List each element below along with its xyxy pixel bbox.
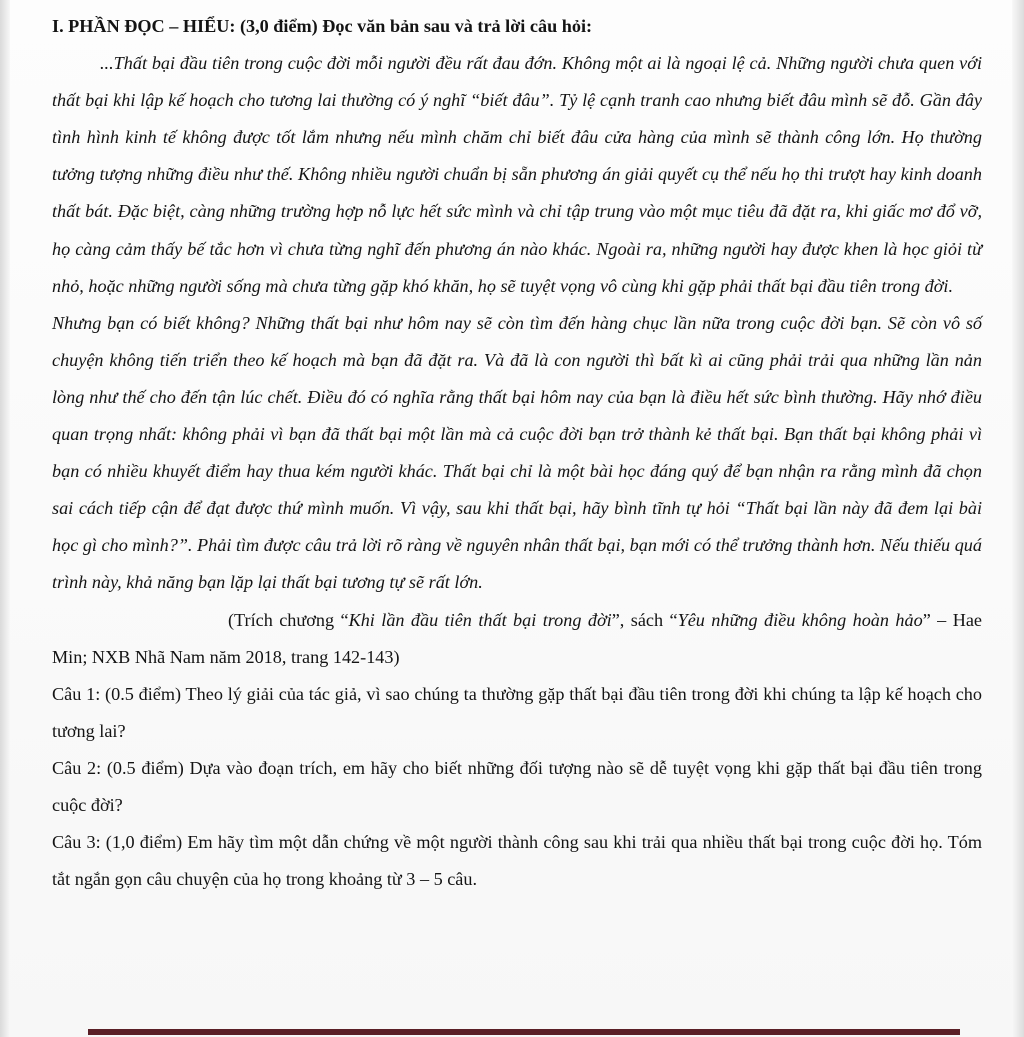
source-citation (52, 602, 982, 676)
passage-paragraph-1: ...Thất bại đầu tiên trong cuộc đời mỗi người đều rất đau đớn. Không một ai là ngoại lệ cả. Những người chưa quen với thất bại khi lập kế hoạch cho tương lai thường có ý nghĩ “biết đâu”. Tỷ lệ cạnh tranh cao nhưng biết đâu mình sẽ đỗ. Gần đây tình hình kinh tế không được tốt lắm nhưng nếu mình chăm chỉ biết đâu cửa hàng của mình sẽ thành công lớn. Họ thường tưởng tượng những điều như thế. Không nhiều người chuẩn bị sẵn phương án giải quyết cụ thể nếu họ thi trượt hay kinh doanh thất bát. Đặc biệt, càng những trường hợp nỗ lực hết sức mình và chỉ tập trung vào một mục tiêu đã đặt ra, khi giấc mơ đổ vỡ, họ càng cảm thấy bế tắc hơn vì chưa từng nghĩ đến phương án nào khác. Ngoài ra, những người hay được khen là học giỏi từ nhỏ, hoặc những người sống mà chưa từng gặp khó khăn, họ sẽ tuyệt vọng vô cùng khi gặp phải thất bại đầu tiên trong đời. (52, 53, 982, 296)
document-content (52, 8, 982, 898)
bottom-divider-rule (88, 1029, 960, 1035)
passage-paragraph-2: Nhưng bạn có biết không? Những thất bại như hôm nay sẽ còn tìm đến hàng chục lần nữa trong cuộc đời bạn. Sẽ còn vô số chuyện không tiến triển theo kế hoạch mà bạn đã đặt ra. Và đã là con người thì bất kì ai cũng phải trải qua những lần nản lòng như thế cho đến tận lúc chết. Điều đó có nghĩa rằng thất bại hôm nay của bạn là điều hết sức bình thường. Hãy nhớ điều quan trọng nhất: không phải vì bạn đã thất bại một lần mà cả cuộc đời bạn trở thành kẻ thất bại. Bạn thất bại không phải vì bạn có nhiều khuyết điểm hay thua kém người khác. Thất bại chỉ là một bài học đáng quý để bạn nhận ra rằng mình đã chọn sai cách tiếp cận để đạt được thứ mình muốn. Vì vậy, sau khi thất bại, hãy bình tĩnh tự hỏi “Thất bại lần này đã đem lại bài học gì cho mình?”. Phải tìm được câu trả lời rõ ràng về nguyên nhân thất bại, bạn mới có thể trưởng thành hơn. Nếu thiếu quá trình này, khả năng bạn lặp lại thất bại tương tự sẽ rất lớn. (52, 312, 982, 593)
question-2: Câu 2: (0.5 điểm) Dựa vào đoạn trích, em hãy cho biết những đối tượng nào sẽ dễ tuyệt vọng khi gặp thất bại đầu tiên trong cuộc đời? (52, 757, 982, 815)
section-heading: I. PHẦN ĐỌC – HIỂU: (3,0 điểm) Đọc văn bản sau và trả lời câu hỏi: (52, 16, 593, 36)
page-left-shadow (0, 0, 10, 1037)
citation-suffix: ” – Hae Min; NXB Nhã Nam năm 2018, trang 142-143) (52, 609, 982, 667)
citation-chapter-title: Khi lần đầu tiên thất bại trong đời (348, 609, 612, 630)
citation-book-title: Yêu những điều không hoàn hảo (677, 609, 923, 630)
question-3: Câu 3: (1,0 điểm) Em hãy tìm một dẫn chứng về một người thành công sau khi trải qua nhiều thất bại trong cuộc đời họ. Tóm tắt ngắn gọn câu chuyện của họ trong khoảng từ 3 – 5 câu. (52, 832, 982, 890)
citation-middle: ”, sách “ (611, 609, 678, 630)
page-right-shadow (1012, 0, 1024, 1037)
question-1: Câu 1: (0.5 điểm) Theo lý giải của tác giả, vì sao chúng ta thường gặp thất bại đầu tiên trong đời khi chúng ta lập kế hoạch cho tương lai? (52, 683, 982, 741)
citation-prefix: (Trích chương “ (228, 609, 349, 630)
